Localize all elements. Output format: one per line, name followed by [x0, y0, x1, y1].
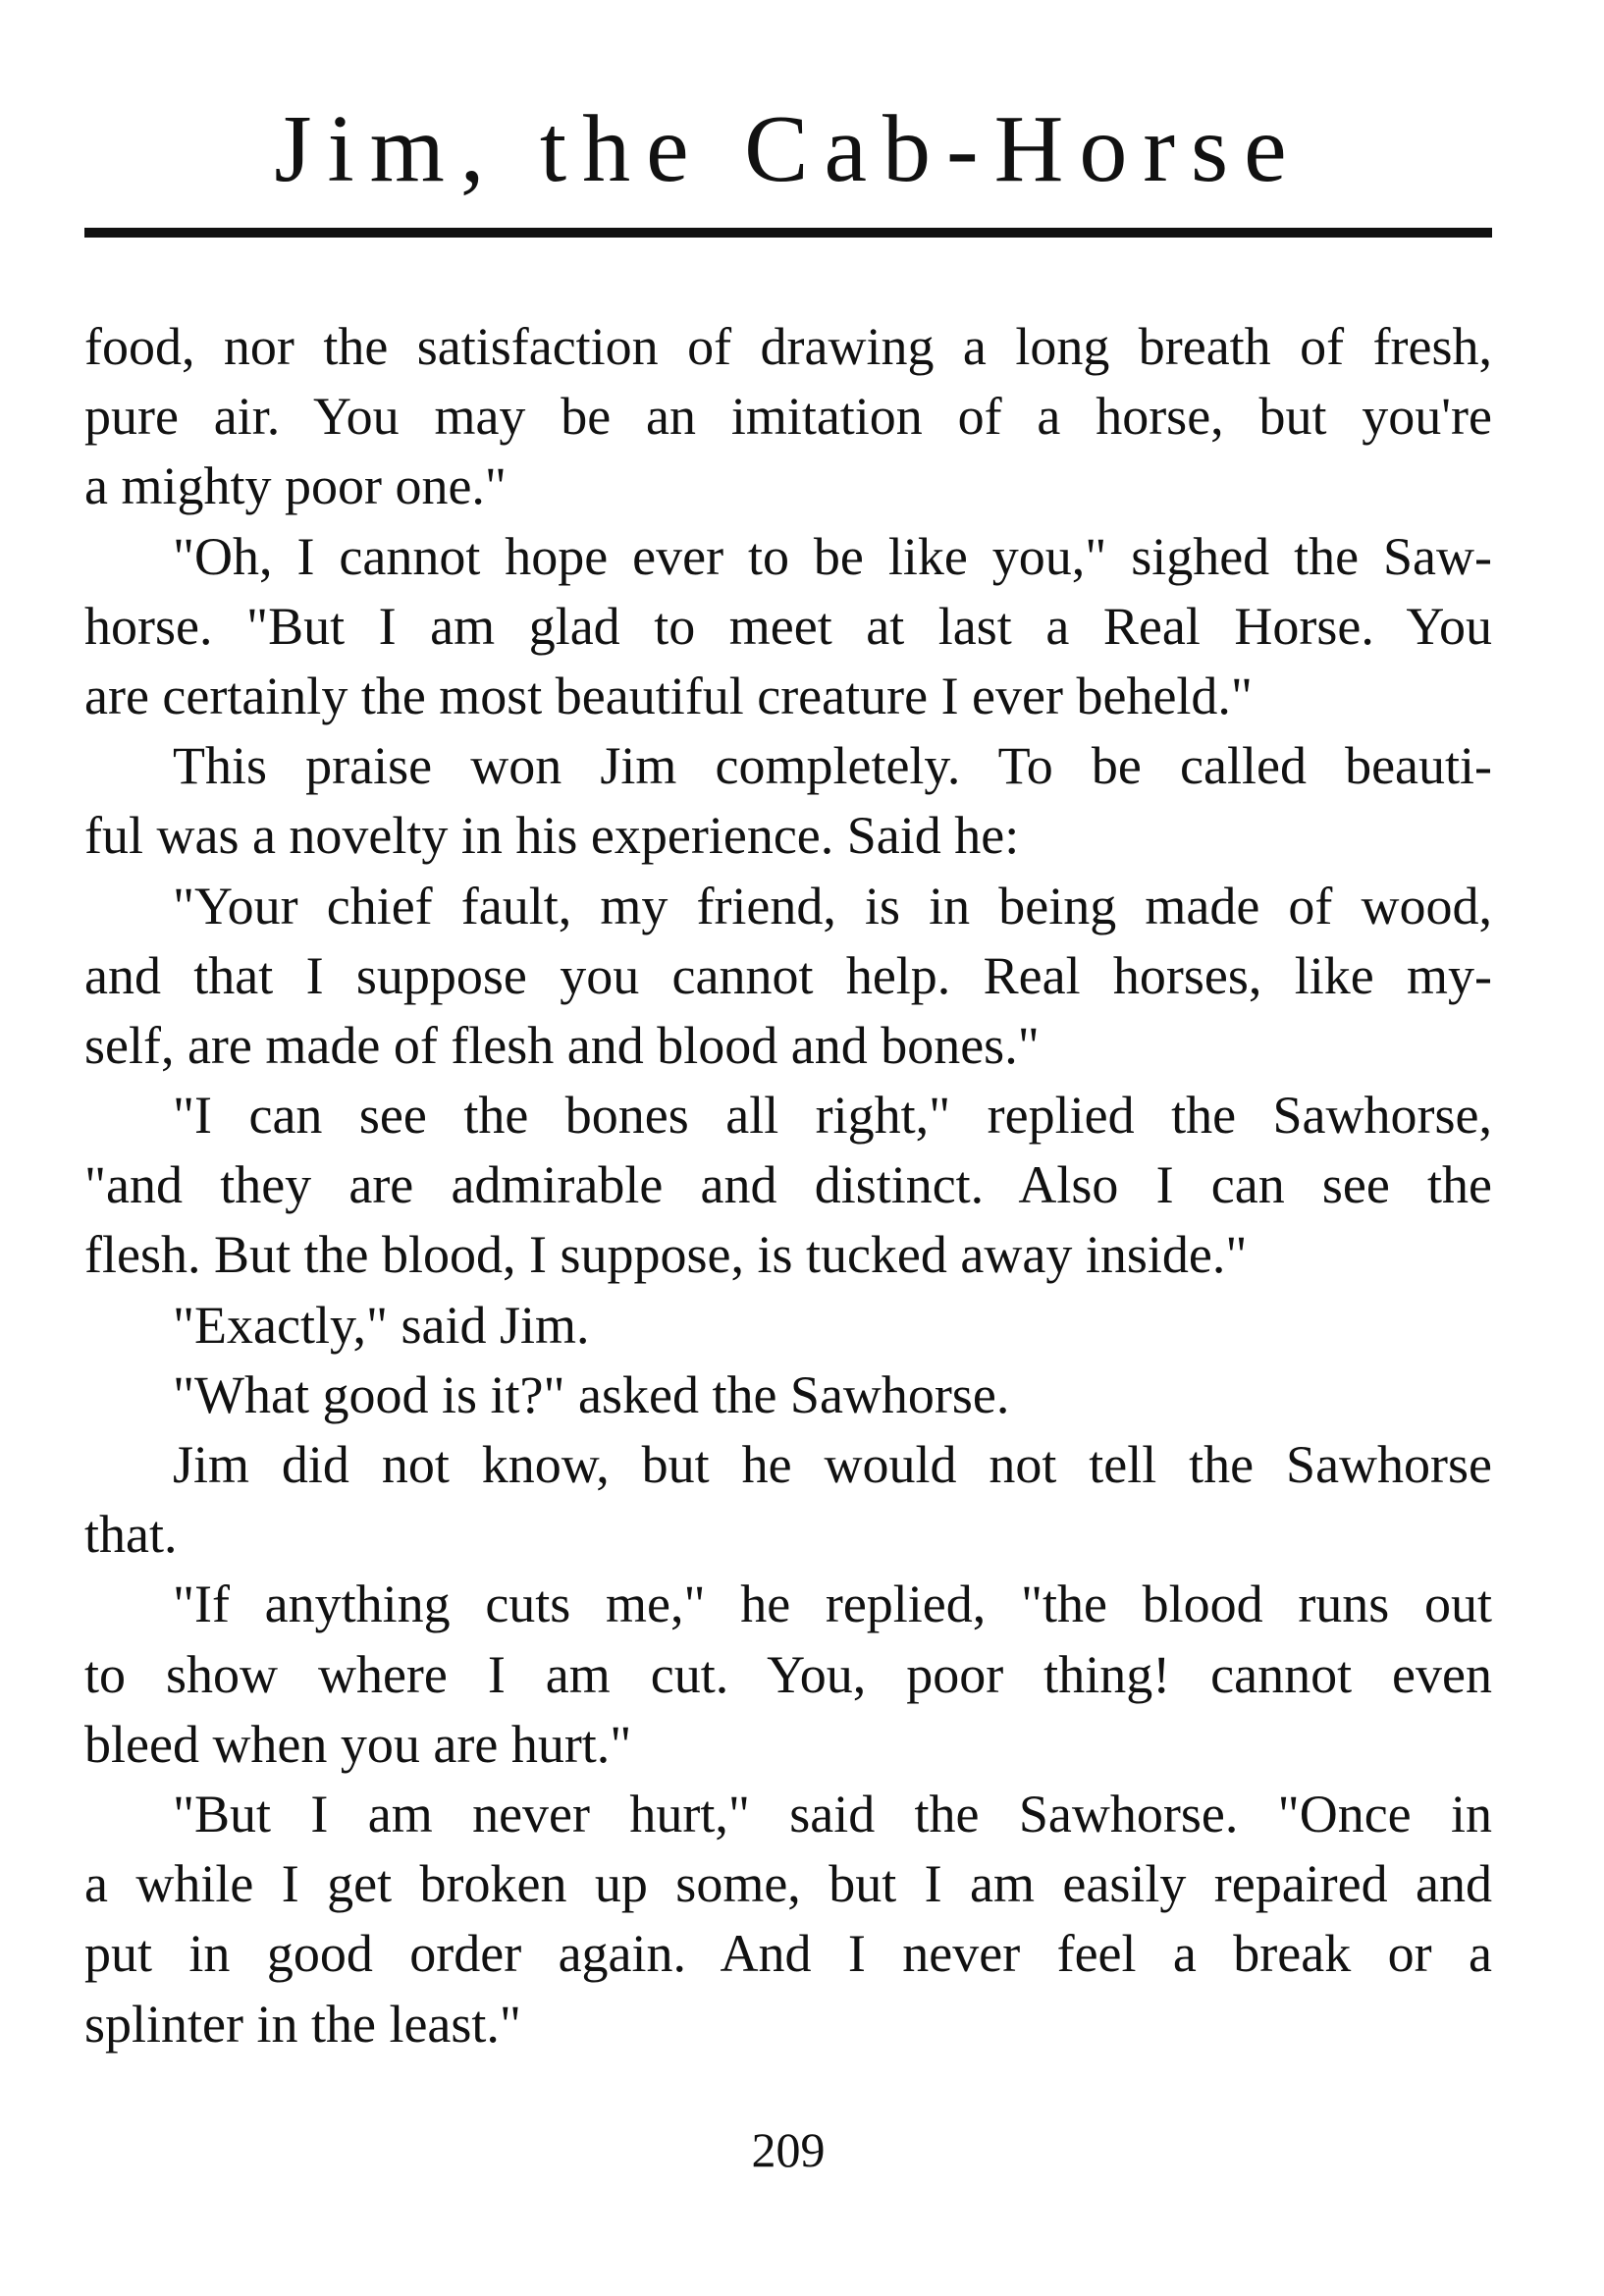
- text-line: "But I am never hurt," said the Sawhorse. "Once in: [173, 1784, 1492, 1843]
- text-line: "Exactly," said Jim.: [173, 1295, 590, 1355]
- text-line: "Your chief fault, my friend, is in being made of wood,: [173, 876, 1492, 935]
- text-line: put in good order again. And I never feel a break or a: [84, 1924, 1492, 1984]
- text-line: "and they are admirable and distinct. Also I can see the: [84, 1155, 1492, 1215]
- page-number: 209: [751, 2122, 826, 2177]
- text-line: to show where I am cut. You, poor thing! cannot even: [84, 1644, 1492, 1704]
- text-line: are certainly the most beautiful creature I ever beheld.": [84, 666, 1253, 725]
- text-line: "Oh, I cannot hope ever to be like you," sighed the Saw-: [173, 526, 1492, 586]
- text-line: "If anything cuts me," he replied, "the blood runs out: [173, 1575, 1492, 1634]
- text-line: This praise won Jim completely. To be called beauti-: [173, 736, 1492, 796]
- text-line: "I can see the bones all right," replied the Sawhorse,: [173, 1086, 1492, 1146]
- text-line: flesh. But the blood, I suppose, is tucked away inside.": [84, 1225, 1248, 1285]
- text-line: "What good is it?" asked the Sawhorse.: [173, 1364, 1010, 1424]
- text-line: a while I get broken up some, but I am easily repaired and: [84, 1854, 1492, 1914]
- text-line: self, are made of flesh and blood and bones.": [84, 1015, 1040, 1075]
- text-line: a mighty poor one.": [84, 456, 507, 516]
- text-line: pure air. You may be an imitation of a horse, but you're: [84, 387, 1492, 447]
- text-line: horse. "But I am glad to meet at last a Real Horse. You: [84, 596, 1492, 656]
- text-line: splinter in the least.": [84, 1994, 521, 2054]
- text-line: food, nor the satisfaction of drawing a long breath of fresh,: [84, 317, 1492, 376]
- header-rule: [84, 228, 1492, 238]
- text-line: ful was a novelty in his experience. Said he:: [84, 806, 1020, 866]
- text-line: Jim did not know, but he would not tell the Sawhorse: [173, 1435, 1492, 1494]
- text-line: that.: [84, 1505, 178, 1565]
- text-line: bleed when you are hurt.": [84, 1714, 632, 1774]
- running-head: Jim, the Cab-Horse: [274, 96, 1303, 202]
- text-line: and that I suppose you cannot help. Real horses, like my-: [84, 945, 1492, 1005]
- body-text: [84, 312, 1492, 2059]
